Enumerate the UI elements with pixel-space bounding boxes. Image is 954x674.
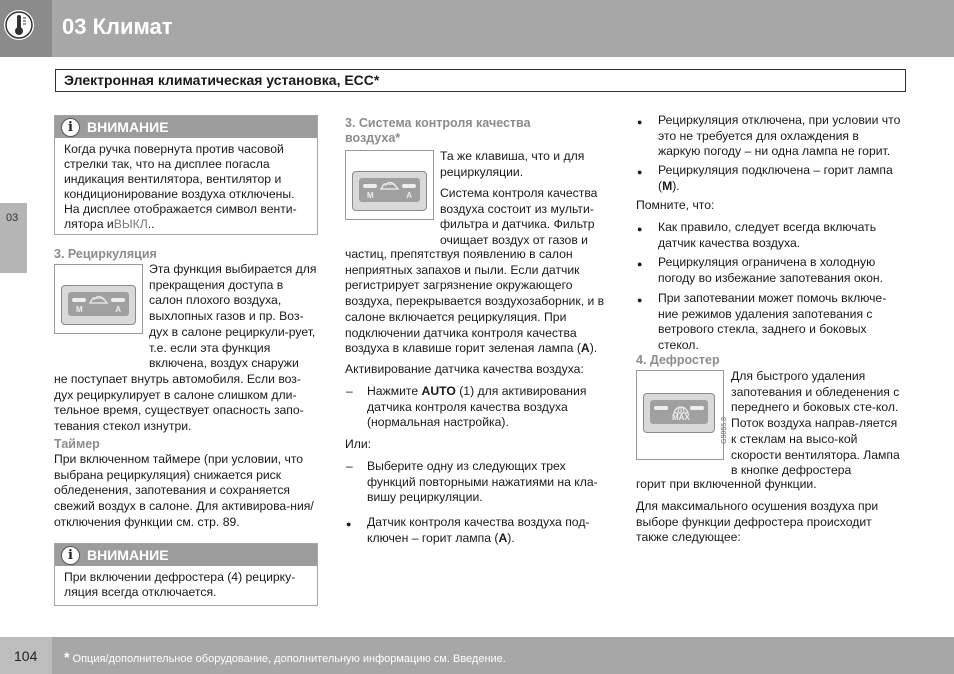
- or-label: Или:: [345, 437, 372, 451]
- defroster-text: горит при включенной функции.: [636, 477, 817, 491]
- activation-list: [345, 384, 611, 435]
- button-label-m: M: [367, 191, 374, 200]
- activate-label: Активирование датчика качества воздуха:: [345, 362, 584, 376]
- footnote: * Опция/дополнительное оборудование, дополнительную информацию см. Введение.: [64, 649, 506, 665]
- list-item: ● Как правило, следует всегда включать датчик качества воздуха.: [637, 220, 877, 250]
- button-label-a: A: [406, 191, 412, 200]
- recirculation-car-icon: [88, 294, 110, 306]
- footnote-star: *: [64, 649, 70, 665]
- recirculation-side-text: Эта функция выбирается для прекращения доступа в салон плохого воздуха, выхлопных газов и пр. Воз-дух в салоне рециркули-рует, т.е. если эта функция включена, воздух снаружи: [149, 262, 317, 371]
- warning-header: [55, 116, 317, 138]
- recirculation-button-figure: [54, 264, 143, 334]
- figure-code: G9055.8: [721, 417, 728, 444]
- list-item: – Нажмите AUTO (1) для активирования датчика контроля качества воздуха (нормальная настройка).: [346, 384, 587, 430]
- section-title: Электронная климатическая установка, ECC*: [55, 69, 906, 92]
- defroster-button: [643, 393, 715, 433]
- alternative-list: [345, 459, 611, 551]
- air-quality-text: частиц, препятствуя появлению в салон неприятных запахов и пыли. Если датчик регистрирует загрязнение окружающего воздуха, перекрывается воздухозаборник, и в салоне включается рециркуляция. При подключении датчика контроля качества воздуха в клавише горит зеленая лампа (A).: [345, 247, 605, 356]
- air-quality-button-figure: [345, 150, 434, 220]
- remember-list: [636, 220, 902, 358]
- list-item: ● Рециркуляция ограничена в холодную погоду во избежание запотевания окон.: [637, 255, 884, 286]
- warning-text: При включении дефростера (4) рецирку-ляция всегда отключается.: [64, 570, 296, 599]
- list-item: ● Датчик контроля качества воздуха под-ключен – горит лампа (A).: [346, 515, 590, 545]
- list-item: – Выберите одну из следующих трех функций повторными нажатиями на кла-вишу рециркуляции.: [346, 459, 598, 505]
- warning-header: [55, 544, 317, 566]
- warning-box-defroster: [54, 543, 318, 606]
- off-highlight: ВЫКЛ: [113, 217, 148, 231]
- air-quality-side-text-1: Та же клавиша, что и для рециркуляции.: [440, 149, 585, 179]
- list-item: ● При запотевании может помочь включе-ние режимов удаления запотевания с ветрового стекла, заднего и боковых стекол.: [637, 290, 887, 352]
- recirculation-states-list: [636, 113, 902, 199]
- recirculation-button: [61, 285, 136, 325]
- timer-heading: Таймер: [54, 437, 100, 451]
- remember-label: Помните, что:: [636, 198, 715, 212]
- air-quality-button: [352, 171, 427, 211]
- air-quality-heading: 3. Система контроля качества воздуха*: [345, 116, 531, 145]
- button-label-a: A: [115, 305, 121, 314]
- defroster-button-figure: [636, 370, 728, 460]
- recirculation-text: не поступает внутрь автомобиля. Если воз-дух рециркулирует в салоне слишком дли-тельное время, существует опасность запо-тевания стекол изнутри.: [54, 372, 304, 434]
- info-icon: i: [61, 546, 80, 565]
- thermometer-icon: [0, 0, 52, 57]
- recirculation-car-icon: [379, 180, 401, 192]
- thermometer-icon-box: [0, 0, 52, 57]
- defroster-side-text: Для быстрого удаления запотевания и обледенения с переднего и боковых сте-кол. Поток воздуха направ-ляется к стеклам на высо-кой скорости вентилятора. Лампа в кнопке дефростера: [731, 369, 900, 478]
- defroster-heading: 4. Дефростер: [636, 353, 720, 367]
- chapter-side-tab-label: 03: [6, 212, 19, 224]
- list-item: ● Рециркуляция отключена, при условии что это не требуется для охлаждения в жаркую погоду – ни одна лампа не горит.: [637, 113, 901, 159]
- warning-text: Когда ручка повернута против часовой стрелки так, что на дисплее погасла индикация вентилятора, вентилятор и кондиционирование воздуха отключены. На дисплее отображается символ венти-лятора иВЫКЛ..: [64, 142, 297, 231]
- button-label-m: M: [76, 305, 83, 314]
- page-number: 104: [14, 648, 38, 664]
- warning-box-fan-off: [54, 115, 318, 235]
- warning-title: ВНИМАНИЕ: [87, 119, 169, 135]
- air-quality-side-text-2: Система контроля качества воздуха состоит из мульти-фильтра и датчика. Фильтр очищает воздух от газов и: [440, 186, 598, 248]
- timer-text: При включенном таймере (при условии, что выбрана рециркуляция) снижается риск обледенения, запотевания и сохраняется свежий воздух в салоне. Для активирова-ния/отключения функции см. стр. 89.: [54, 452, 314, 529]
- button-label-max: MAX: [672, 413, 690, 422]
- list-item: ● Рециркуляция подключена – горит лампа (M).: [637, 163, 893, 193]
- chapter-title: 03 Климат: [62, 14, 173, 39]
- info-icon: i: [61, 118, 80, 137]
- recirculation-heading: 3. Рециркуляция: [54, 247, 157, 261]
- warning-title: ВНИМАНИЕ: [87, 547, 169, 563]
- defroster-final-text: Для максимального осушения воздуха при выборе функции дефростера происходит также следующее:: [636, 499, 879, 545]
